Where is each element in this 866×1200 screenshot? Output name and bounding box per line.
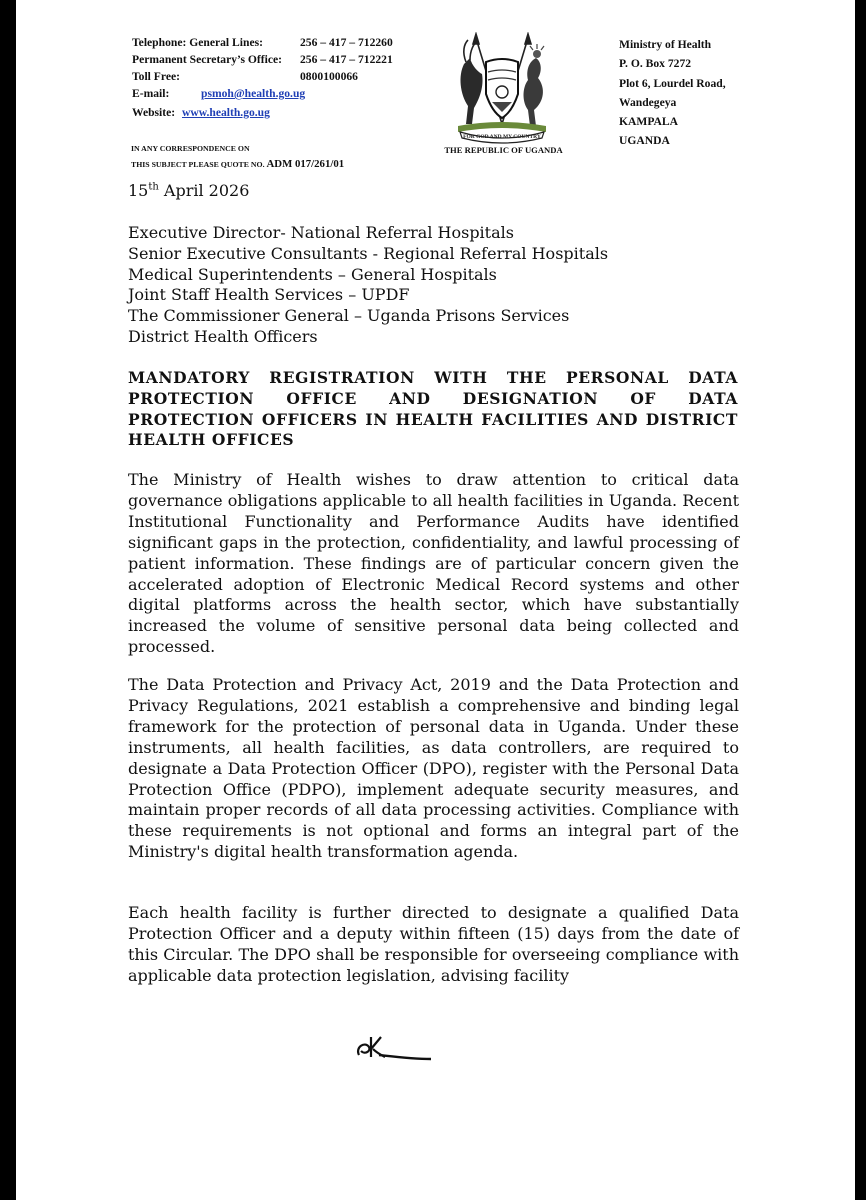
contact-label: E-mail: — [132, 87, 170, 100]
contact-value: 256 – 417 – 712260 — [300, 36, 393, 49]
date-suffix: th — [148, 181, 159, 193]
reference-number: ADM 017/261/01 — [266, 158, 345, 170]
date-day: 15 — [128, 181, 149, 200]
recipient: The Commissioner General – Uganda Prisons Services — [128, 306, 570, 326]
reference-line: IN ANY CORRESPONDENCE ON — [131, 144, 250, 153]
republic-caption: THE REPUBLIC OF UGANDA — [444, 145, 563, 155]
reference-line — [131, 158, 344, 170]
address-line: P. O. Box 7272 — [619, 57, 692, 71]
email-link[interactable]: psmoh@health.go.ug — [201, 87, 306, 100]
recipient: Medical Superintendents – General Hospitals — [128, 264, 497, 284]
body-paragraph: Each health facility is further directed to designate a qualified Data Protection Officer and a deputy within fifteen (15) days from the date of this Circular. The DPO shall be responsible for overseeing compliance with applicable data protection legislation, advising facility — [128, 903, 739, 985]
recipients-list — [128, 223, 608, 348]
crest-motto: FOR GOD AND MY COUNTRY — [463, 134, 541, 140]
address-line: KAMPALA — [619, 115, 679, 129]
handwritten-initials-mark — [351, 1025, 441, 1070]
contact-value: 256 – 417 – 712221 — [300, 53, 393, 66]
recipient: Senior Executive Consultants - Regional Referral Hospitals — [128, 243, 609, 263]
website-link[interactable]: www.health.go.ug — [182, 106, 270, 119]
recipient: District Health Officers — [128, 326, 318, 346]
letter-date — [128, 181, 249, 200]
contact-label: Telephone: General Lines: — [132, 36, 263, 49]
ministry-address — [619, 35, 726, 151]
reference-block — [131, 144, 344, 170]
reference-prompt: THIS SUBJECT PLEASE QUOTE NO. — [131, 160, 265, 169]
contact-label: Toll Free: — [132, 70, 180, 83]
date-month-year: April 2026 — [158, 181, 250, 200]
recipient: Executive Director- National Referral Hospitals — [128, 223, 514, 242]
contact-value: 0800100066 — [300, 70, 358, 83]
body-paragraph: The Data Protection and Privacy Act, 2019 and the Data Protection and Privacy Regulations, 2021 establish a comprehensive and binding legal framework for the protection of personal data in Uganda. Under these instruments, all health facilities, as data controllers, are required to designate a Data Protection Officer (DPO), register with the Personal Data Protection Office (PDPO), implement adequate security measures, and maintain proper records of all data processing activities. Compliance with these requirements is not optional and forms an integral part of the Ministry's digital health transformation agenda. — [128, 675, 739, 862]
address-line: UGANDA — [619, 134, 670, 148]
address-line: Wandegeya — [619, 95, 677, 109]
coat-of-arms-emblem — [442, 32, 562, 144]
contact-label: Website: — [132, 106, 176, 119]
address-line: Plot 6, Lourdel Road, — [619, 76, 726, 90]
body-paragraph: The Ministry of Health wishes to draw attention to critical data governance obligations applicable to all health facilities in Uganda. Recent Institutional Functionality and Performance Audits have identified significant gaps in the protection, confidentiality, and lawful processing of patient information. These findings are of particular concern given the accelerated adoption of Electronic Medical Record systems and other digital platforms across the health sector, which have substantially increased the volume of sensitive personal data being collected and processed. — [128, 470, 739, 657]
address-line: Ministry of Health — [619, 38, 712, 51]
contact-label: Permanent Secretary’s Office: — [132, 53, 283, 66]
subject-heading: MANDATORY REGISTRATION WITH THE PERSONAL DATA PROTECTION OFFICE AND DESIGNATION OF DATA PROTECTION OFFICERS IN HEALTH FACILITIES AND DISTRICT HEALTH OFFICES — [128, 368, 738, 450]
recipient: Joint Staff Health Services – UPDF — [128, 285, 410, 305]
letter-page — [16, 0, 855, 1200]
